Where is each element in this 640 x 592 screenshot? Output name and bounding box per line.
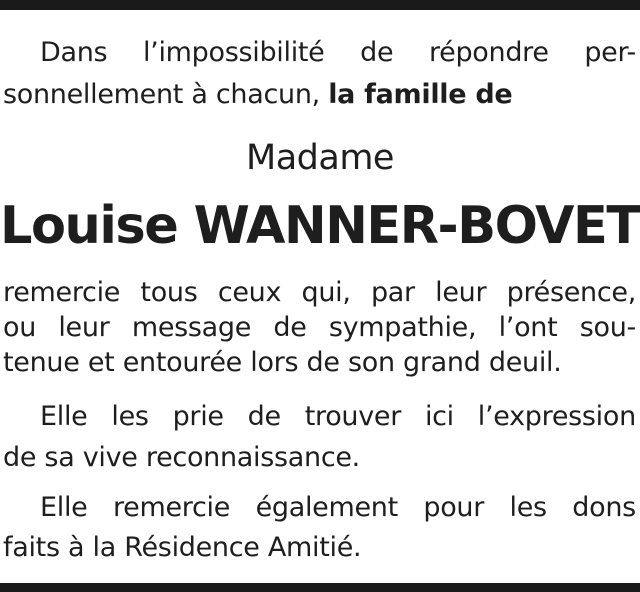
word: de (360, 37, 394, 68)
thanks-line-1 (3, 276, 636, 310)
word: trouver (304, 401, 402, 432)
word: pour (423, 492, 485, 523)
word: l’impossibilité (142, 37, 325, 68)
donations-line-2: faits à la Résidence Amitié. (3, 532, 362, 563)
word: ici (424, 401, 454, 432)
word: les (509, 492, 547, 523)
word: prie (172, 401, 224, 432)
word: Dans (40, 37, 108, 68)
bottom-border (0, 583, 640, 592)
word: ou (3, 312, 37, 343)
word: leur (435, 277, 487, 308)
word: leur (58, 312, 110, 343)
intro-text: sonnellement à chacun, (3, 79, 329, 110)
word: ceux (217, 277, 282, 308)
salutation: Madame (246, 138, 394, 178)
word: répondre (428, 37, 549, 68)
word: remercie (112, 492, 231, 523)
word: l’expression (477, 401, 636, 432)
thanks-line-3: tenue et entourée lors de son grand deuil. (3, 347, 562, 378)
gratitude-line-1 (40, 400, 636, 434)
word: Elle (40, 492, 88, 523)
word: message (131, 312, 252, 343)
top-border (0, 0, 640, 10)
intro-line-2 (3, 78, 636, 112)
intro-line-1 (40, 36, 636, 70)
word: les (111, 401, 149, 432)
word: l’ont (498, 312, 558, 343)
gratitude-line-2: de sa vive reconnaissance. (3, 442, 360, 473)
word: de (273, 312, 307, 343)
deceased-name: Louise WANNER-BOVET (0, 196, 640, 256)
word: Elle (40, 401, 88, 432)
word: remercie (3, 277, 121, 308)
word: qui, (301, 277, 351, 308)
thanks-line-2 (3, 311, 636, 345)
word: également (255, 492, 398, 523)
donations-line-1 (40, 491, 636, 525)
word: présence, (506, 277, 636, 308)
word: sou- (579, 312, 636, 343)
intro-bold-text: la famille de (328, 79, 513, 110)
word: sympathie, (328, 312, 477, 343)
word: per- (584, 37, 636, 68)
word: par (370, 277, 415, 308)
word: de (247, 401, 281, 432)
word: tous (140, 277, 198, 308)
word: dons (572, 492, 636, 523)
